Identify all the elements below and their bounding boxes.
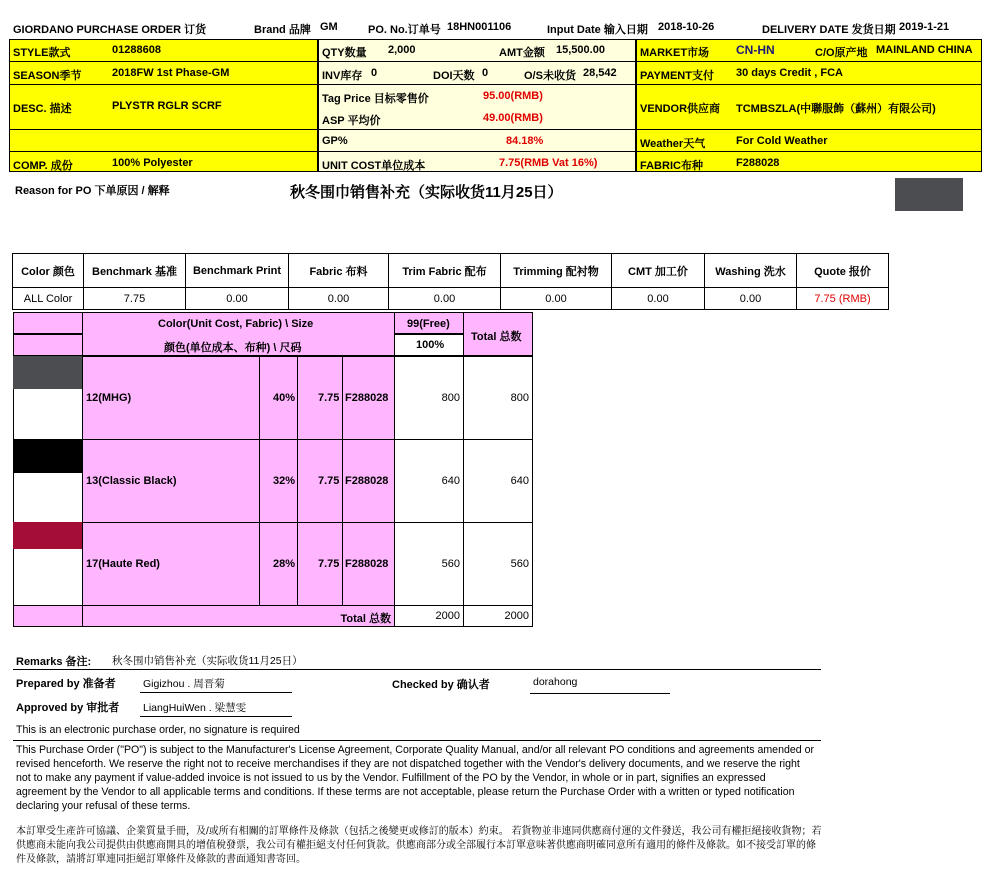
- color-pct: 32%: [273, 475, 296, 487]
- prepared-label: Prepared by 准备者: [16, 678, 116, 690]
- color-name: 17(Haute Red): [86, 558, 160, 570]
- style-label: STYLE款式: [13, 47, 71, 59]
- approved-value: LiangHuiWen . 梁慧雯: [143, 702, 247, 714]
- desc-label: DESC. 描述: [13, 103, 72, 115]
- color-cost: 7.75: [318, 392, 340, 404]
- bench-header: Fabric 布料: [289, 254, 389, 288]
- origin-value: MAINLAND CHINA: [876, 44, 973, 56]
- signature-line: [140, 716, 292, 717]
- color-name: 12(MHG): [86, 392, 132, 404]
- divider: [9, 84, 318, 85]
- size-label: 99(Free): [407, 318, 450, 330]
- grand-total-corner: [13, 605, 83, 627]
- divider: [9, 151, 982, 152]
- color-pct: 40%: [273, 392, 296, 404]
- market-label: MARKET市场: [640, 47, 710, 59]
- row-total: 560: [510, 558, 529, 570]
- color-fabric: F288028: [345, 475, 389, 487]
- bench-cell: 0.00: [612, 288, 705, 310]
- row-total: 640: [510, 475, 529, 487]
- comp-label: COMP. 成份: [13, 160, 73, 172]
- delivery-date-value: 2019-1-21: [899, 21, 950, 33]
- grid-header-cn: 颜色(单位成本、布种) \ 尺码: [164, 342, 302, 354]
- weather-label: Weather天气: [640, 138, 706, 150]
- gp-value: 84.18%: [506, 135, 544, 147]
- terms-chinese: 本訂單受生產許可協議、企業質量手冊，及/或所有相關的訂單條件及條款（包括之後變更或修訂的版本）約束。 若貨物並非連同供應商付運的文件發送，我公司有權拒絕接收貨物；若供應商未能向我公司提供由供應商開具的增值稅發票，我公司有權拒絕支付任何貨款。供應商部分或全部履行本訂單意味著供應商明確同意所有適用的條件及條款。如不接受訂單的條件及條款，請將訂單連同拒絕訂單條件及條款的書面通知書寄回。: [16, 826, 822, 865]
- terms-english: This Purchase Order ("PO") is subject to the Manufacturer's License Agreement, Corporate Quality Manual, and/or all relevant PO conditions and agreements amended or revised henceforth. We reserve the right not to receive merchandises if they are not dispatched together with the Vendor's delivery documents, and we reserve the right not to make any payment if value-added invoice is not issued to us by the Vendor. Fulfillment of the PO by the Vendor, in whole or in part, signifies an expressed agreement by the Vendor to all applicable terms and conditions. If these terms are not acceptable, please return the Purchase Order with a written or typed notification declaring your refusal of these terms.: [16, 744, 815, 812]
- bench-header: Quote 报价: [797, 254, 889, 288]
- bench-cell: 0.00: [501, 288, 612, 310]
- color-qty: 800: [441, 392, 460, 404]
- po-number-value: 18HN001106: [447, 21, 512, 33]
- total-header-label: Total 总数: [471, 331, 522, 343]
- checked-value: dorahong: [533, 676, 578, 688]
- divider: [9, 129, 982, 130]
- asp-value: 49.00(RMB): [483, 112, 543, 124]
- approved-label: Approved by 审批者: [16, 702, 120, 714]
- bench-header: CMT 加工价: [612, 254, 705, 288]
- bench-header: Benchmark 基准: [84, 254, 186, 288]
- unit-cost-value: 7.75(RMB Vat 16%): [499, 157, 598, 169]
- dark-stamp-box: [895, 178, 963, 211]
- season-value: 2018FW 1st Phase-GM: [112, 67, 230, 79]
- swatch-blank: [13, 549, 83, 606]
- amt-label: AMT金额: [499, 47, 545, 59]
- delivery-date-label: DELIVERY DATE 发货日期: [762, 24, 896, 36]
- signature-line: [530, 693, 670, 694]
- doi-value: 0: [482, 67, 489, 79]
- bench-header: Trimming 配衬物: [501, 254, 612, 288]
- fabric-label: FABRIC布种: [640, 160, 703, 172]
- grand-total: 2000: [504, 610, 529, 622]
- bench-cell: 7.75: [84, 288, 186, 310]
- divider: [318, 84, 636, 85]
- origin-label: C/O原产地: [815, 47, 868, 59]
- qty-label: QTY数量: [322, 47, 367, 59]
- grid-corner: [13, 312, 83, 334]
- reason-label: Reason for PO 下单原因 / 解释: [15, 185, 170, 197]
- os-label: O/S未收货: [524, 70, 576, 82]
- unit-cost-label: UNIT COST单位成本: [322, 160, 426, 172]
- remarks-label: Remarks 备注:: [16, 656, 92, 668]
- qty-value: 2,000: [388, 44, 416, 56]
- swatch-blank: [13, 473, 83, 523]
- amt-value: 15,500.00: [556, 44, 605, 56]
- reason-value: 秋冬围巾销售补充（实际收货11月25日）: [290, 184, 563, 201]
- weather-value: For Cold Weather: [736, 135, 828, 147]
- market-value: CN-HN: [736, 43, 775, 57]
- season-label: SEASON季节: [13, 70, 82, 82]
- inv-value: 0: [371, 67, 378, 79]
- tag-price-label: Tag Price 目标零售价: [322, 93, 429, 105]
- checked-label: Checked by 确认者: [392, 679, 490, 691]
- color-qty: 640: [441, 475, 460, 487]
- input-date-label: Input Date 输入日期: [547, 24, 648, 36]
- style-value: 01288608: [112, 44, 161, 56]
- color-fabric: F288028: [345, 392, 389, 404]
- divider: [636, 84, 982, 85]
- electronic-note: This is an electronic purchase order, no signature is required: [16, 724, 300, 736]
- size-pct: 100%: [416, 339, 445, 351]
- color-name: 13(Classic Black): [86, 475, 177, 487]
- fabric-value: F288028: [736, 157, 780, 169]
- grid-corner: [13, 334, 83, 356]
- po-number-label: PO. No.订单号: [368, 24, 441, 36]
- inv-label: INV库存: [322, 70, 363, 82]
- divider: [9, 61, 982, 62]
- gp-label: GP%: [322, 135, 348, 147]
- divider: [13, 669, 821, 670]
- bench-header: Washing 洗水: [705, 254, 797, 288]
- bench-cell: 7.75 (RMB): [797, 288, 889, 310]
- bench-header: Trim Fabric 配布: [389, 254, 501, 288]
- row-total: 800: [510, 392, 529, 404]
- input-date-value: 2018-10-26: [658, 21, 715, 33]
- color-fabric: F288028: [345, 558, 389, 570]
- color-swatch: [13, 356, 83, 389]
- bench-cell: 0.00: [389, 288, 501, 310]
- bench-header: Color 颜色: [13, 254, 84, 288]
- color-swatch: [13, 439, 83, 473]
- asp-label: ASP 平均价: [322, 115, 381, 127]
- payment-value: 30 days Credit , FCA: [736, 67, 843, 79]
- color-cost: 7.75: [318, 558, 340, 570]
- comp-value: 100% Polyester: [112, 157, 193, 169]
- brand-label: Brand 品牌: [254, 24, 311, 36]
- remarks-value: 秋冬围巾销售补充（实际收货11月25日）: [112, 655, 303, 667]
- doi-label: DOI天数: [433, 70, 475, 82]
- bench-cell: 0.00: [289, 288, 389, 310]
- bench-cell: 0.00: [186, 288, 289, 310]
- desc-value: PLYSTR RGLR SCRF: [112, 100, 222, 112]
- po-title: GIORDANO PURCHASE ORDER 订货: [13, 24, 207, 36]
- bench-header: Benchmark Print: [186, 254, 289, 288]
- grid-header-en: Color(Unit Cost, Fabric) \ Size: [158, 318, 314, 330]
- grand-total-label: Total 总数: [340, 613, 391, 625]
- brand-value: GM: [320, 21, 338, 33]
- color-qty: 560: [441, 558, 460, 570]
- grand-qty: 2000: [435, 610, 460, 622]
- bench-cell: ALL Color: [13, 288, 84, 310]
- tag-price-value: 95.00(RMB): [483, 90, 543, 102]
- bench-cell: 0.00: [705, 288, 797, 310]
- color-swatch: [13, 522, 83, 549]
- vendor-label: VENDOR供应商: [640, 103, 721, 115]
- swatch-blank: [13, 389, 83, 440]
- prepared-value: Gigizhou . 周晋菊: [143, 678, 225, 690]
- payment-label: PAYMENT支付: [640, 70, 714, 82]
- benchmark-table: [12, 253, 889, 310]
- signature-line: [140, 692, 292, 693]
- os-value: 28,542: [583, 67, 617, 79]
- vendor-value: TCMBSZLA(中聯服飾（蘇州）有限公司): [736, 103, 936, 115]
- color-pct: 28%: [273, 558, 296, 570]
- divider: [13, 740, 821, 741]
- color-cost: 7.75: [318, 475, 340, 487]
